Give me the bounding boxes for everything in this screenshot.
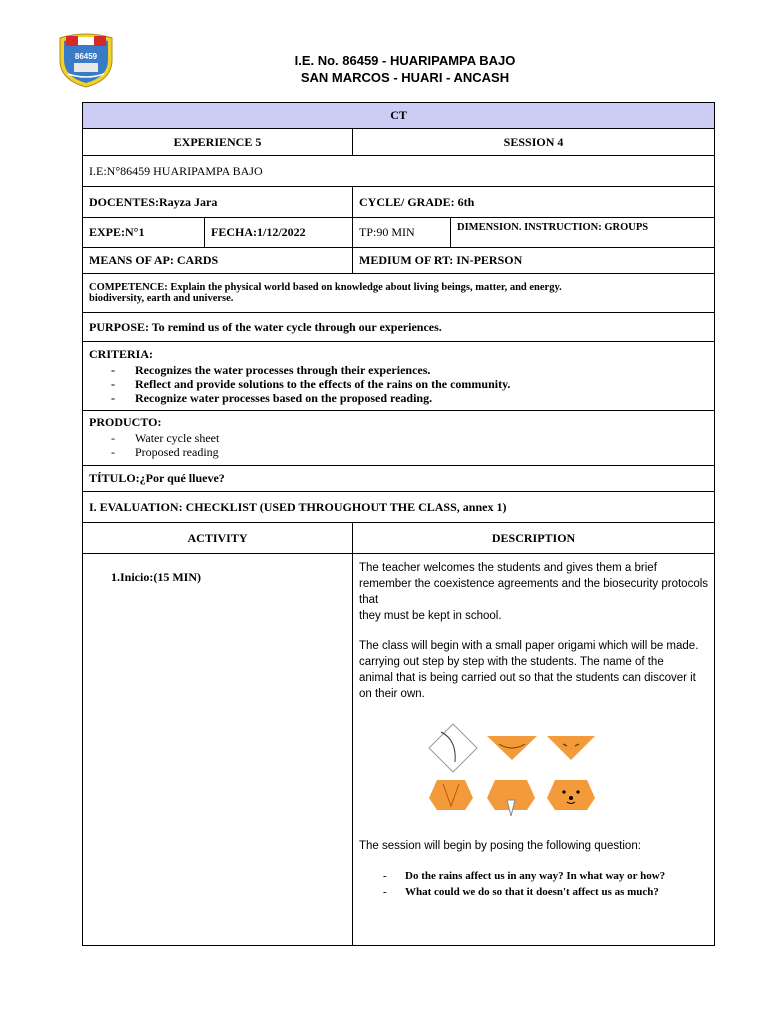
- time-cell: TP:90 MIN: [353, 218, 451, 248]
- product-item: - Proposed reading: [89, 445, 708, 459]
- criteria-item: - Reflect and provide solutions to the effects of the rains on the community.: [89, 377, 708, 391]
- desc-line: animal that is being carried out so that the students can discover it: [359, 672, 696, 684]
- expe-cell: EXPE:N°1: [83, 218, 205, 248]
- medium-cell: MEDIUM OF RT: IN-PERSON: [353, 248, 715, 274]
- description-header: DESCRIPTION: [353, 523, 715, 554]
- activity-cell: 1.Inicio:(15 MIN): [83, 554, 353, 946]
- logo-number: 86459: [74, 52, 98, 61]
- criteria-item: - Recognize water processes based on the proposed reading.: [89, 391, 708, 405]
- criteria-item: - Recognizes the water processes through their experiences.: [89, 363, 708, 377]
- question-item: - What could we do so that it doesn't affect us as much?: [359, 884, 708, 900]
- criteria-cell: [83, 342, 715, 411]
- session-table: [82, 102, 715, 946]
- cycle-cell: CYCLE/ GRADE: 6th: [353, 187, 715, 218]
- product-item: - Water cycle sheet: [89, 431, 708, 445]
- description-cell: [353, 554, 715, 946]
- activity-header: ACTIVITY: [83, 523, 353, 554]
- purpose-label: PURPOSE:: [89, 319, 149, 334]
- title-cell: TÍTULO:¿Por qué llueve?: [83, 466, 715, 492]
- course-code: CT: [83, 103, 715, 129]
- means-cell: MEANS OF AP: CARDS: [83, 248, 353, 274]
- desc-line: carrying out step by step with the students. The name of the: [359, 656, 664, 668]
- evaluation-cell: I. EVALUATION: CHECKLIST (USED THROUGHOUT THE CLASS, annex 1): [83, 492, 715, 523]
- purpose-text: To remind us of the water cycle through our experiences.: [149, 319, 442, 334]
- school-location: SAN MARCOS - HUARI - ANCASH: [300, 70, 510, 85]
- dimension-cell: DIMENSION. INSTRUCTION: GROUPS: [451, 218, 715, 248]
- school-cell: I.E:N°86459 HUARIPAMPA BAJO: [83, 156, 715, 187]
- product-label: PRODUCTO:: [89, 415, 162, 429]
- document-header: [200, 52, 610, 86]
- competence-label: COMPETENCE:: [89, 282, 168, 293]
- desc-line: remember the coexistence agreements and the biosecurity protocols that: [359, 578, 709, 606]
- desc-line: they must be kept in school.: [359, 610, 502, 622]
- purpose-cell: [83, 313, 715, 342]
- desc-line: The teacher welcomes the students and gives them a brief: [359, 562, 657, 574]
- competence-cell: [83, 274, 715, 313]
- date-cell: FECHA:1/12/2022: [205, 218, 353, 248]
- desc-line: on their own.: [359, 688, 425, 700]
- school-logo: [56, 30, 116, 88]
- school-title: I.E. No. 86459 - HUARIPAMPA BAJO: [294, 53, 516, 68]
- product-cell: [83, 411, 715, 466]
- desc-line: The class will begin with a small paper origami which will be made.: [359, 640, 699, 652]
- session-cell: SESSION 4: [353, 129, 715, 156]
- competence-line2: biodiversity, earth and universe.: [89, 293, 234, 304]
- origami-dog-steps: [427, 722, 607, 826]
- experience-cell: EXPERIENCE 5: [83, 129, 353, 156]
- teacher-cell: DOCENTES:Rayza Jara: [83, 187, 353, 218]
- desc-line: The session will begin by posing the following question:: [359, 840, 641, 852]
- question-item: - Do the rains affect us in any way? In what way or how?: [359, 868, 708, 884]
- competence-text: Explain the physical world based on knowledge about living beings, matter, and energy.: [167, 282, 562, 293]
- criteria-label: CRITERIA:: [89, 347, 154, 361]
